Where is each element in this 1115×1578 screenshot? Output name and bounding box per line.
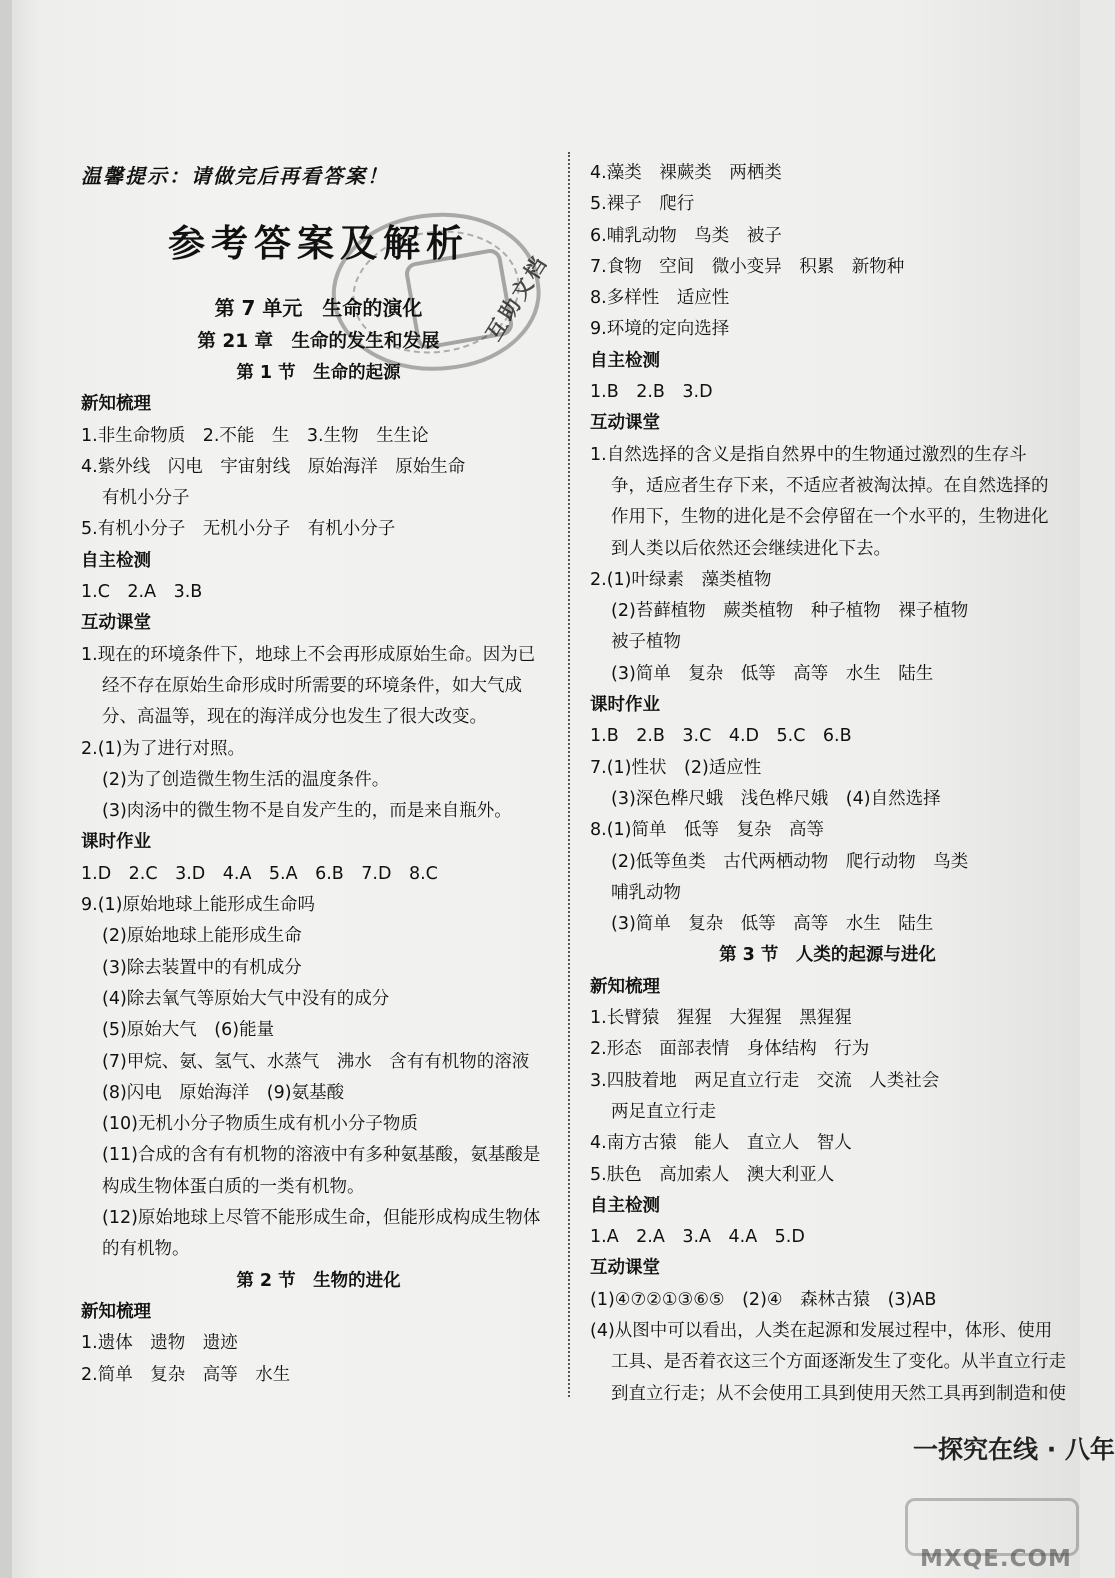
section-heading: 自主检测 — [590, 1195, 660, 1216]
answer-line: 2.(1)叶绿素 藻类植物 — [590, 569, 772, 590]
answer-line: 1.自然选择的含义是指自然界中的生物通过激烈的生存斗 — [590, 444, 1027, 465]
answer-line: 5.裸子 爬行 — [590, 194, 695, 215]
answer-line: (2)原始地球上能形成生命 — [102, 926, 302, 947]
answer-line: 1.B 2.B 3.D — [590, 382, 713, 403]
page-title: 参考答案及解析 — [168, 221, 469, 265]
answer-line: 1.C 2.A 3.B — [81, 582, 203, 603]
answer-line: 工具、是否着衣这三个方面逐渐发生了变化。从半直立行走 — [611, 1352, 1066, 1373]
unit-title: 第 7 单元 生命的演化 — [214, 296, 423, 320]
answer-line: 6.哺乳动物 鸟类 被子 — [590, 225, 782, 246]
section-heading: 课时作业 — [81, 832, 151, 853]
answer-line: (2)苔藓植物 蕨类植物 种子植物 裸子植物 — [611, 601, 969, 622]
section-heading: 自主检测 — [590, 350, 660, 371]
answer-line: 到人类以后依然还会继续进化下去。 — [611, 538, 891, 559]
answer-line: 两足直立行走 — [611, 1101, 716, 1122]
section-heading: 新知梳理 — [81, 394, 151, 415]
answer-line: 9.(1)原始地球上能形成生命吗 — [81, 895, 315, 916]
answer-line: 1.非生命物质 2.不能 生 3.生物 生生论 — [81, 425, 429, 446]
right-column — [590, 158, 1065, 1410]
tip-banner: 温馨提示：请做完后再看答案！ — [81, 164, 389, 188]
answer-line: (2)为了创造微生物生活的温度条件。 — [102, 769, 390, 790]
answer-line: (3)肉汤中的微生物不是自发产生的，而是来自瓶外。 — [102, 801, 512, 822]
answer-line: 5.有机小分子 无机小分子 有机小分子 — [81, 519, 396, 540]
section-heading: 互动课堂 — [81, 613, 151, 634]
answer-line: 1.B 2.B 3.C 4.D 5.C 6.B — [590, 726, 852, 747]
answer-line: (4)从图中可以看出，人类在起源和发展过程中，体形、使用 — [590, 1320, 1053, 1341]
chapter-title: 第 21 章 生命的发生和发展 — [197, 331, 440, 352]
answer-line: (1)④⑦②①③⑥⑤ (2)④ 森林古猿 (3)AB — [590, 1289, 937, 1310]
answer-line: 9.环境的定向选择 — [590, 319, 730, 340]
answer-line: 1.现在的环境条件下，地球上不会再形成原始生命。因为已 — [81, 644, 536, 665]
column-divider — [568, 152, 570, 1397]
answer-line: (3)简单 复杂 低等 高等 水生 陆生 — [611, 663, 934, 684]
section-heading: 新知梳理 — [81, 1301, 151, 1322]
answer-line: 哺乳动物 — [611, 882, 681, 903]
section-heading: 课时作业 — [590, 695, 660, 716]
answer-line: 有机小分子 — [102, 488, 190, 509]
answer-line: (3)简单 复杂 低等 高等 水生 陆生 — [611, 914, 934, 935]
answer-line: (8)闪电 原始海洋 (9)氨基酸 — [102, 1082, 345, 1103]
stamp-text: 互助文档 — [481, 250, 553, 345]
answer-line: (5)原始大气 (6)能量 — [102, 1020, 275, 1041]
page-footer: 一探究在线 · 八年 — [913, 1435, 1115, 1464]
answer-line: 争，适应者生存下来，不适应者被淘汰掉。在自然选择的 — [611, 475, 1049, 496]
section-heading: 互动课堂 — [590, 413, 660, 434]
watermark-text: MXQE.COM — [920, 1546, 1072, 1572]
answer-line: 1.D 2.C 3.D 4.A 5.A 6.B 7.D 8.C — [81, 863, 438, 884]
answer-line: 2.形态 面部表情 身体结构 行为 — [590, 1039, 870, 1060]
left-column — [81, 158, 556, 1391]
section-heading: 互动课堂 — [590, 1258, 660, 1279]
answer-line: 4.紫外线 闪电 宇宙射线 原始海洋 原始生命 — [81, 456, 466, 477]
binding-edge — [0, 0, 12, 1578]
answer-line: (11)合成的含有有机物的溶液中有多种氨基酸，氨基酸是 — [102, 1145, 541, 1166]
answer-line: 4.藻类 裸蕨类 两栖类 — [590, 163, 782, 183]
answer-line: (4)除去氧气等原始大气中没有的成分 — [102, 988, 390, 1009]
answer-line: (10)无机小分子物质生成有机小分子物质 — [102, 1114, 418, 1135]
answer-line: 被子植物 — [611, 632, 681, 653]
answer-line: (12)原始地球上尽管不能形成生命，但能形成构成生物体 — [102, 1208, 541, 1229]
answer-line: 2.(1)为了进行对照。 — [81, 738, 245, 759]
answer-line: 8.多样性 适应性 — [590, 288, 730, 309]
answer-line: 到直立行走；从不会使用工具到使用天然工具再到制造和使 — [611, 1383, 1066, 1404]
answer-line: (7)甲烷、氨、氢气、水蒸气 沸水 含有有机物的溶液 — [102, 1051, 530, 1072]
answer-line: 的有机物。 — [102, 1239, 190, 1260]
answer-line: (2)低等鱼类 古代两栖动物 爬行动物 鸟类 — [611, 851, 969, 872]
answer-line: 构成生物体蛋白质的一类有机物。 — [102, 1176, 365, 1197]
answer-line: 经不存在原始生命形成时所需要的环境条件，如大气成 — [102, 675, 522, 696]
answer-line: 4.南方古猿 能人 直立人 智人 — [590, 1133, 852, 1154]
answer-line: (3)除去装置中的有机成分 — [102, 957, 302, 978]
answer-line: 7.食物 空间 微小变异 积累 新物种 — [590, 256, 905, 277]
answer-line: 1.遗体 遗物 遗迹 — [81, 1333, 238, 1354]
section-heading: 新知梳理 — [590, 976, 660, 997]
answer-line: 3.四肢着地 两足直立行走 交流 人类社会 — [590, 1070, 940, 1091]
section-heading: 自主检测 — [81, 550, 151, 571]
answer-line: 1.长臂猿 猩猩 大猩猩 黑猩猩 — [590, 1008, 852, 1029]
section-title: 第 3 节 人类的起源与进化 — [719, 945, 936, 966]
answer-line: 5.肤色 高加索人 澳大利亚人 — [590, 1164, 835, 1185]
answer-line: 1.A 2.A 3.A 4.A 5.D — [590, 1227, 805, 1248]
answer-line: 分、高温等，现在的海洋成分也发生了很大改变。 — [102, 707, 487, 728]
answer-line: 2.简单 复杂 高等 水生 — [81, 1364, 291, 1385]
section-title: 第 2 节 生物的进化 — [236, 1270, 401, 1291]
section-title: 第 1 节 生命的起源 — [236, 363, 401, 383]
answer-line: 作用下，生物的进化是不会停留在一个水平的，生物进化 — [611, 507, 1049, 528]
answer-line: 8.(1)简单 低等 复杂 高等 — [590, 820, 824, 841]
answer-line: (3)深色桦尺蛾 浅色桦尺娥 (4)自然选择 — [611, 788, 941, 809]
answer-line: 7.(1)性状 (2)适应性 — [590, 757, 762, 778]
